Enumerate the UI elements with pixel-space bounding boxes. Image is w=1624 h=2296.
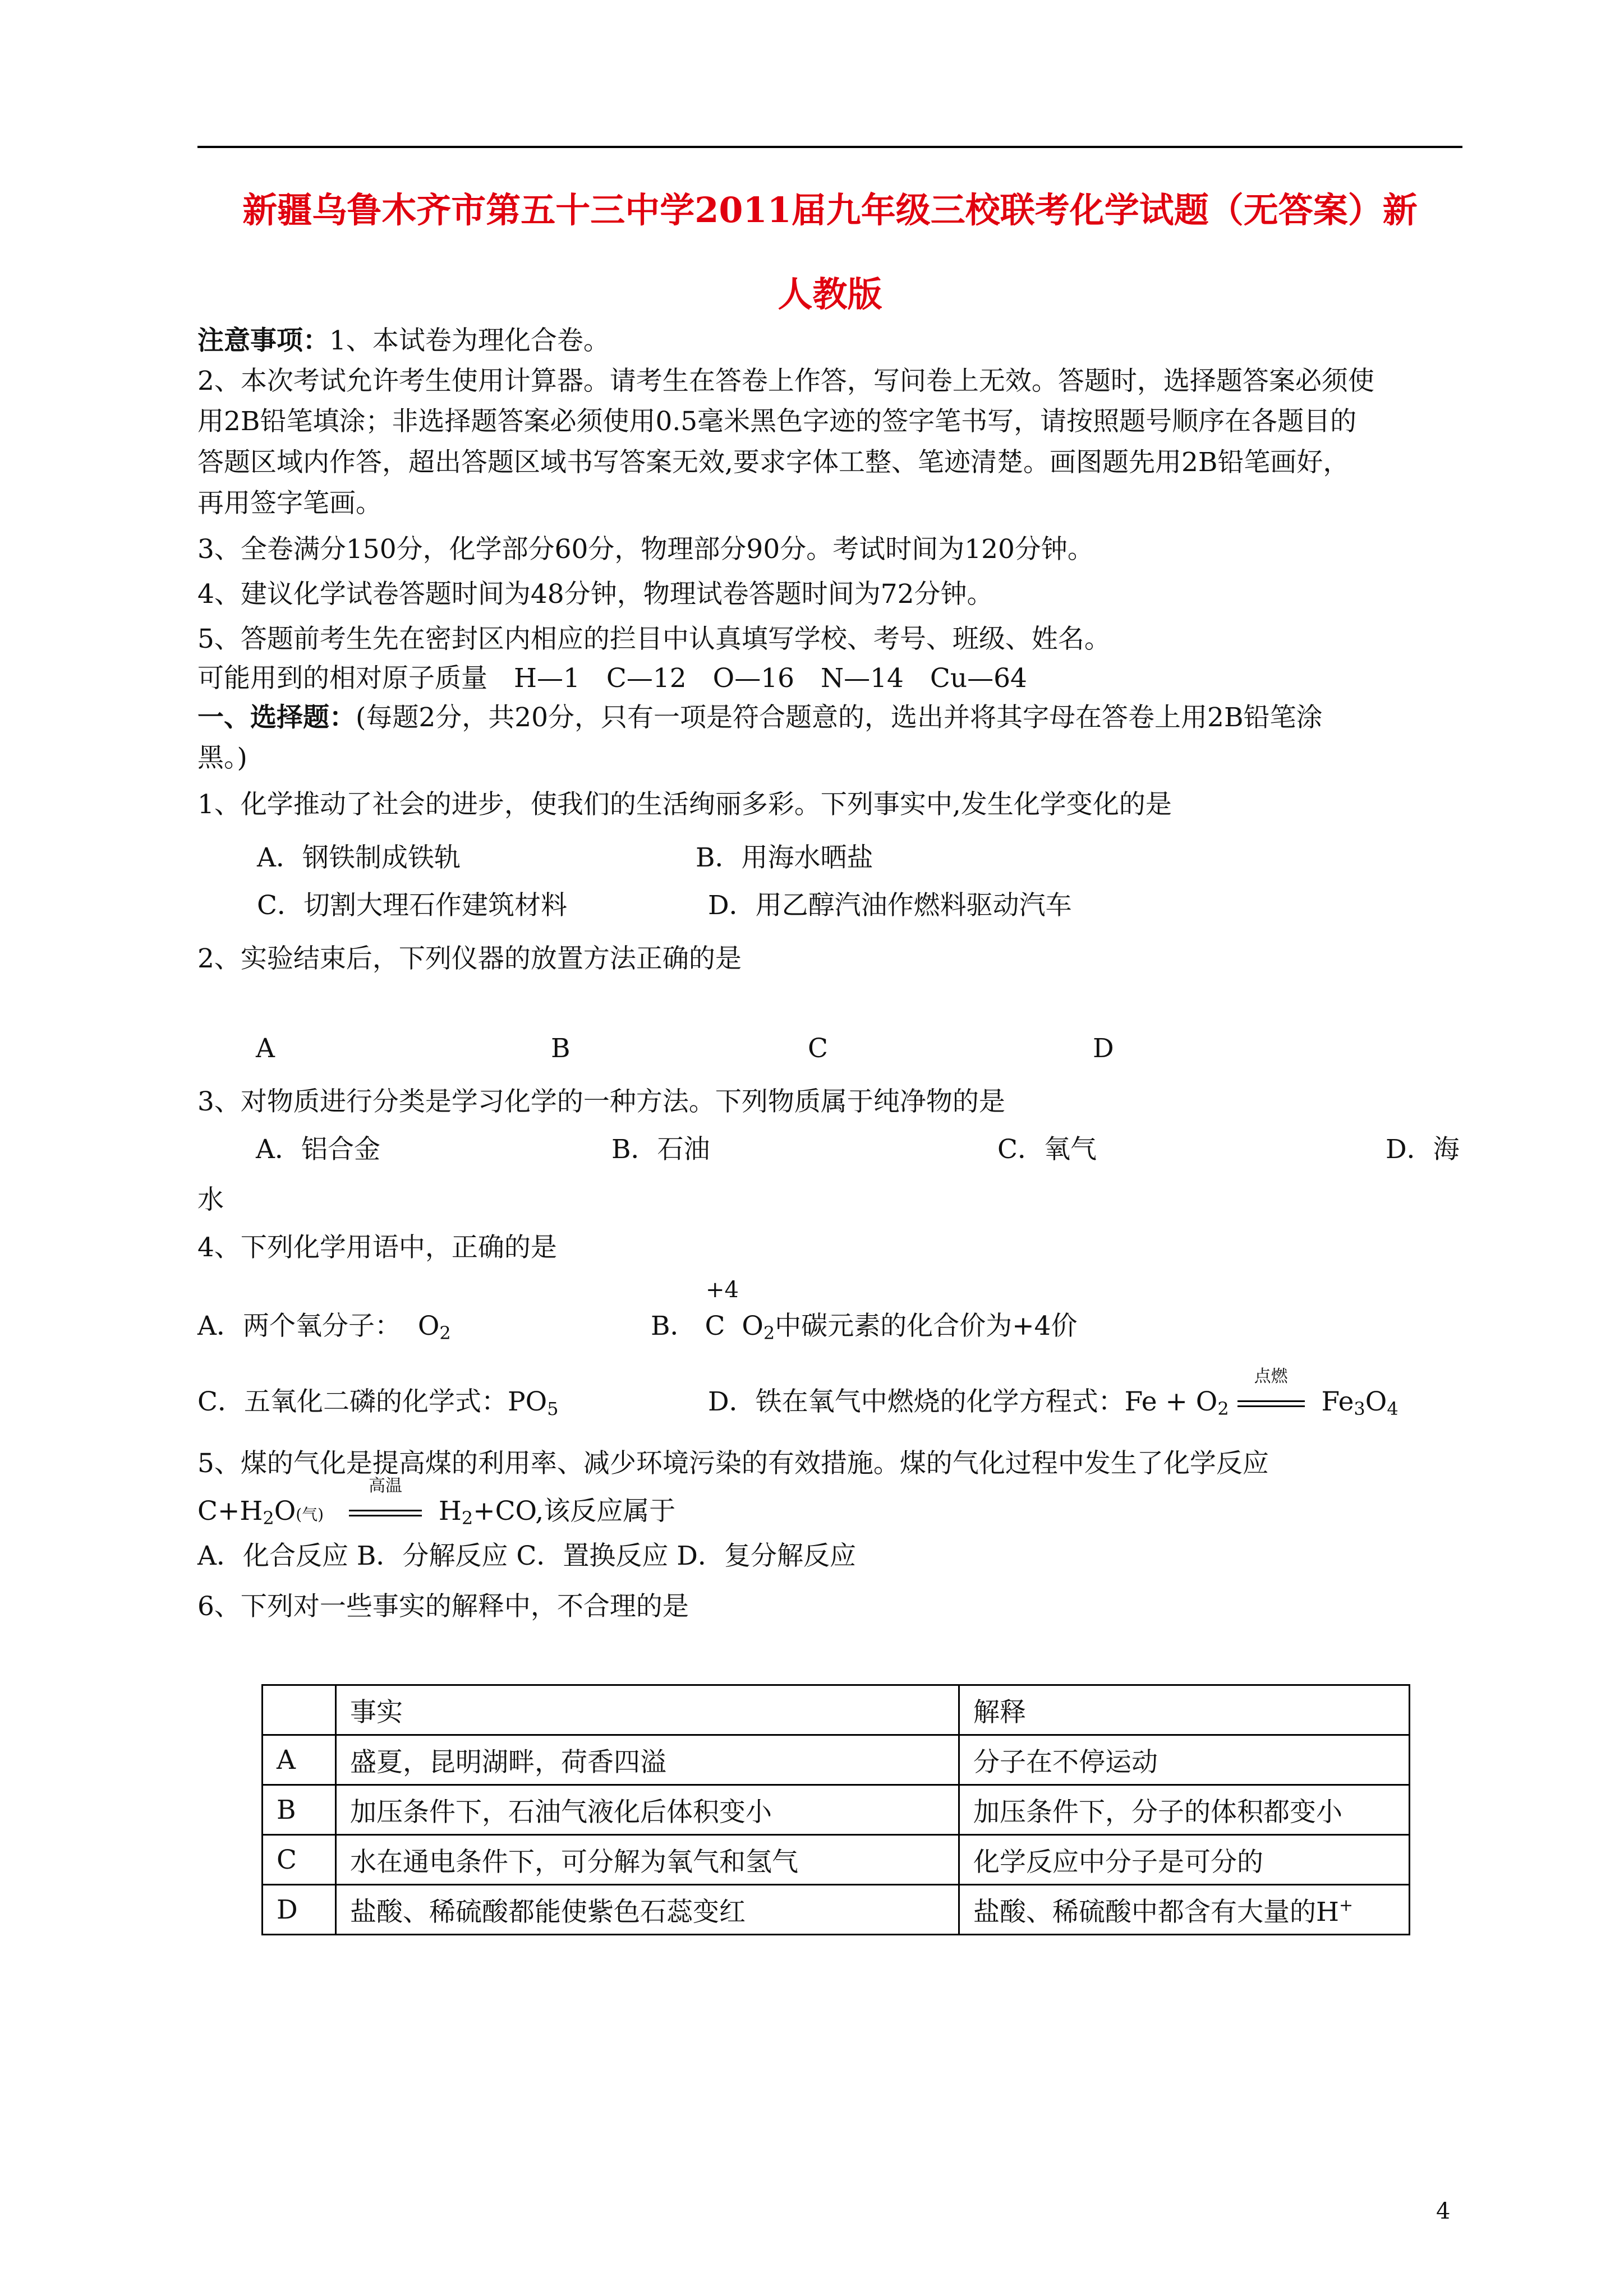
q4-d-condition: 点燃 bbox=[1254, 1367, 1288, 1386]
q4-d-sub: 2 bbox=[1217, 1398, 1229, 1419]
q2-option-c: C bbox=[808, 1033, 828, 1064]
q4-d-product-sub2: 4 bbox=[1387, 1398, 1398, 1419]
q3-option-d: D．海 bbox=[1386, 1134, 1460, 1165]
table-header-cell bbox=[263, 1685, 336, 1735]
q4-stem: 4、下列化学用语中，正确的是 bbox=[197, 1232, 557, 1263]
q5-eq-right-rest: +CO,该反应属于 bbox=[473, 1496, 676, 1527]
q4-b-text: B． bbox=[651, 1311, 697, 1341]
q3-option-b: B．石油 bbox=[611, 1134, 710, 1165]
table-cell: C bbox=[263, 1835, 336, 1885]
notice-line-1 bbox=[197, 324, 610, 358]
table-cell: 盐酸、稀硫酸都能使紫色石蕊变红 bbox=[336, 1885, 959, 1935]
q5-eq-state: (气) bbox=[296, 1505, 324, 1524]
q3-option-a: A．铝合金 bbox=[256, 1134, 380, 1165]
q4-d-double-line bbox=[1237, 1400, 1305, 1407]
q4-d-product-sub1: 3 bbox=[1354, 1398, 1365, 1419]
q5-eq-sub: 2 bbox=[263, 1507, 274, 1529]
q3-option-c: C．氧气 bbox=[997, 1134, 1097, 1165]
section-1-heading bbox=[197, 701, 1322, 735]
table-cell: B bbox=[263, 1785, 336, 1835]
q6-stem: 6、下列对一些事实的解释中，不合理的是 bbox=[197, 1591, 689, 1622]
table-header-cell: 事实 bbox=[336, 1685, 959, 1735]
q2-stem: 2、实验结束后，下列仪器的放置方法正确的是 bbox=[197, 943, 742, 974]
q4-c-sub: 5 bbox=[547, 1398, 559, 1419]
table-row bbox=[263, 1785, 1410, 1835]
table-cell: 加压条件下，分子的体积都变小 bbox=[959, 1785, 1410, 1835]
q2-option-d: D bbox=[1093, 1033, 1114, 1064]
hydrogen-ion-charge: + bbox=[1339, 1895, 1354, 1915]
notice-line-7: 4、建议化学试卷答题时间为48分钟，物理试卷答题时间为72分钟。 bbox=[197, 579, 993, 610]
q5-options: A．化合反应 B．分解反应 C．置换反应 D．复分解反应 bbox=[197, 1541, 856, 1571]
q4-b-sub: 2 bbox=[763, 1322, 775, 1344]
table-header-cell: 解释 bbox=[959, 1685, 1410, 1735]
q4-a-formula: O bbox=[417, 1311, 440, 1341]
section-1-desc-2: 黑。) bbox=[197, 743, 247, 773]
q3-option-d-cont: 水 bbox=[197, 1184, 224, 1215]
section-1-desc: (每题2分，共20分，只有一项是符合题意的，选出并将其字母在答卷上用2B铅笔涂 bbox=[356, 702, 1323, 733]
table-row bbox=[263, 1885, 1410, 1935]
q5-eq-right-sub: 2 bbox=[461, 1507, 473, 1529]
q4-option-c bbox=[197, 1385, 558, 1426]
q4-b-valence: +4 bbox=[706, 1277, 739, 1303]
q2-option-b: B bbox=[551, 1033, 571, 1064]
table-cell: 化学反应中分子是可分的 bbox=[959, 1835, 1410, 1885]
q4-b-rest: 中碳元素的化合价为+4价 bbox=[775, 1311, 1078, 1341]
q5-equation bbox=[197, 1476, 676, 1535]
top-rule bbox=[197, 146, 1462, 148]
q4-d-product-o: O bbox=[1365, 1386, 1387, 1417]
q4-a-sub: 2 bbox=[439, 1322, 451, 1344]
title-line-1: 新疆乌鲁木齐市第五十三中学2011届九年级三校联考化学试题（无答案）新 bbox=[242, 190, 1418, 230]
q4-b-oxygen: O bbox=[742, 1311, 763, 1341]
q4-b-carbon: C bbox=[705, 1311, 725, 1341]
q2-option-a: A bbox=[256, 1033, 275, 1064]
q5-eq-left: C+H bbox=[197, 1496, 263, 1527]
table-header-row bbox=[263, 1685, 1410, 1735]
q1-option-b: B．用海水晒盐 bbox=[696, 842, 873, 873]
table-cell: 分子在不停运动 bbox=[959, 1735, 1410, 1785]
q4-option-a bbox=[197, 1310, 451, 1350]
atomic-mass-line: 可能用到的相对原子质量 H—1 C—12 O—16 N—14 Cu—64 bbox=[197, 663, 1027, 694]
q5-eq-right-h: H bbox=[438, 1496, 462, 1527]
q4-option-d bbox=[708, 1367, 1398, 1426]
table-row bbox=[263, 1835, 1410, 1885]
q4-option-b bbox=[651, 1310, 1078, 1350]
table-cell bbox=[959, 1885, 1410, 1935]
notice-line-8: 5、答题前考生先在密封区内相应的拦目中认真填写学校、考号、班级、姓名。 bbox=[197, 624, 1111, 654]
q4-c-text: C．五氧化二磷的化学式：PO bbox=[197, 1386, 548, 1417]
q1-option-d: D．用乙醇汽油作燃料驱动汽车 bbox=[708, 890, 1072, 921]
q1-option-c: C．切割大理石作建筑材料 bbox=[257, 890, 567, 921]
facts-table bbox=[261, 1684, 1410, 1935]
page-title bbox=[197, 168, 1462, 336]
q4-a-text: A．两个氧分子： bbox=[197, 1311, 401, 1341]
page-number: 4 bbox=[1436, 2198, 1451, 2224]
notice-text-1: 1、本试卷为理化合卷。 bbox=[329, 325, 610, 356]
notice-line-6: 3、全卷满分150分，化学部分60分，物理部分90分。考试时间为120分钟。 bbox=[197, 534, 1094, 565]
table-cell: 盛夏，昆明湖畔，荷香四溢 bbox=[336, 1735, 959, 1785]
table-row bbox=[263, 1735, 1410, 1785]
table-cell-text: 盐酸、稀硫酸中都含有大量的H bbox=[973, 1896, 1339, 1928]
table-cell: 水在通电条件下，可分解为氧气和氢气 bbox=[336, 1835, 959, 1885]
section-1-label: 一、选择题： bbox=[197, 702, 356, 733]
q5-double-line bbox=[349, 1510, 422, 1516]
q5-arrow bbox=[349, 1476, 422, 1528]
q5-stem: 5、煤的气化是提高煤的利用率、减少环境污染的有效措施。煤的气化过程中发生了化学反应 bbox=[197, 1448, 1269, 1479]
q4-d-product: Fe bbox=[1321, 1386, 1354, 1417]
q5-condition: 高温 bbox=[368, 1476, 402, 1496]
title-line-2: 人教版 bbox=[778, 274, 882, 315]
notice-line-4: 答题区域内作答，超出答题区域书写答案无效,要求字体工整、笔迹清楚。画图题先用2B铅笔画好， bbox=[197, 447, 1350, 478]
table-cell: 加压条件下，石油气液化后体积变小 bbox=[336, 1785, 959, 1835]
notice-line-2: 2、本次考试允许考生使用计算器。请考生在答卷上作答，写问卷上无效。答题时，选择题答案必须使 bbox=[197, 366, 1374, 397]
q1-option-a: A．钢铁制成铁轨 bbox=[257, 842, 461, 873]
notice-label: 注意事项： bbox=[197, 325, 329, 356]
notice-line-3: 用2B铅笔填涂；非选择题答案必须使用0.5毫米黑色字迹的签字笔书写，请按照题号顺序在各题目的 bbox=[197, 406, 1357, 437]
table-cell: A bbox=[263, 1735, 336, 1785]
notice-line-5: 再用签字笔画。 bbox=[197, 488, 382, 519]
q3-stem: 3、对物质进行分类是学习化学的一种方法。下列物质属于纯净物的是 bbox=[197, 1086, 1005, 1117]
table-cell: D bbox=[263, 1885, 336, 1935]
q4-d-text: D．铁在氧气中燃烧的化学方程式：Fe + O bbox=[708, 1386, 1218, 1417]
q4-d-arrow bbox=[1237, 1367, 1305, 1419]
q1-stem: 1、化学推动了社会的进步，使我们的生活绚丽多彩。下列事实中,发生化学变化的是 bbox=[197, 789, 1172, 820]
q5-eq-o: O bbox=[274, 1496, 296, 1527]
